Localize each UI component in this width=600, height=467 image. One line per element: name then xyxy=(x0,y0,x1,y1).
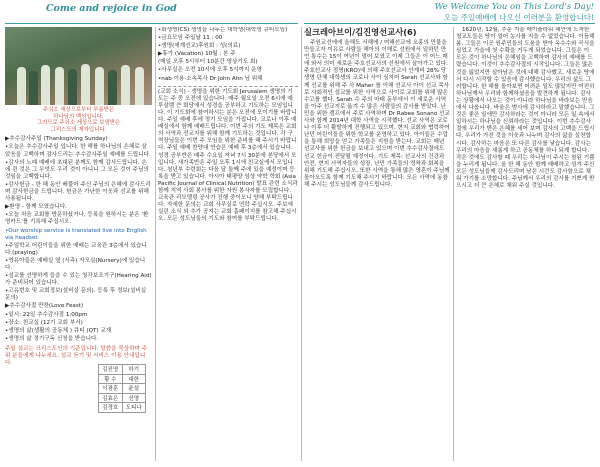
announcement-item: ▶환영 - 함께 모였습니다. xyxy=(5,204,68,211)
table-row: 김효은 선영 xyxy=(99,393,146,403)
news-item: •금요모임 주일날 11 : 00 xyxy=(158,35,223,42)
announcement-item: •고유번호 및 교회정보(설비실 문의). 등록 후 정보(설비실 문의) xyxy=(5,288,147,302)
news-body: (교회 소식) - 생명을 위한 기도회 Jerusalem 생명의 기도는 주 중 오전에 있습니다. 매주 월요일 오전 6시에 예루살렘 큰 회당에서 성경을 공부하고 기도하는 모임입니다. 이 기도회에 참여하시는 분은 오전에 모이기를 바랍니다. 주일 예배 후에 정기 모임을 가집니다. 코로나 이후 예배실에서 함께 예배드립니다. 이번 주의 기도 제목은 교회의 사역과 선교지를 위해 함께 기도하는 것입니다. 각 구역장님들은 이번 주 모임을 위한 준비를 해 주시기 바랍니다. 주일 예배 찬양대 연습은 예배 후 3층에서 있습니다. 성경 공부반은 매주 수요일 저녁 7시 30분에 본당에서 모입니다. 새가족반은 주일 오후 1시에 친교실에서 모입니다. 청년부 수련회는 다음 달 둘째 주에 있을 예정이며 등록을 받고 있습니다. 아시아 태평양 임상 약학 학회 (Asia Pacific Journal of Clinical Nutrition) 발표 관련 소식과 함께 지역 사회 봉사를 위한 자원 봉사자를 모집합니다. 교육관 리모델링 공사가 진행 중이오니 양해 부탁드립니다. 자세한 문의는 교회 사무실로 연락 주십시오. 주보에 실린 소식 외 추가 공지는 교회 홈페이지를 참고해 주십시오. 모든 성도님들의 기도와 참여를 부탁드립니다. xyxy=(158,88,298,223)
announcement-item: •감사헌금 - 한 해 동안 베풀어 주신 주님의 은혜에 감사드리며 감사헌금을 드립니다. 헌금은 가난한 이웃과 선교를 위해 사용됩니다. xyxy=(5,181,151,203)
news-item: •사무실은 오전 10시에 오후 5시까지 운영 xyxy=(158,67,262,74)
choir-photo xyxy=(5,27,152,105)
missionary-title: 실크레아브이/김진영선교사(6) xyxy=(304,27,417,37)
announcement-item: ▶추수감사절 만찬(Love Feast) xyxy=(5,303,84,310)
missionary-column xyxy=(304,27,450,465)
announcement-item: •설교를 선명하게 들을 수 있는 청각보조기구(Hearing Aid)가 준비되어 있습니다. xyxy=(5,273,152,287)
announcement-item: •오늘 처음 교회를 방문하셨거나, 등록을 원하시는 분은 '환영카드'를 기록해 주십시오. xyxy=(5,212,149,226)
header-rule-left xyxy=(5,23,298,24)
announcement-item: ▶추수감사주일 (Thanksgiving Sunday) xyxy=(5,136,108,143)
news-item: •nab 이용·소속목사 Dr John Ahn 님 위해 xyxy=(158,75,263,82)
table-row: 김경호 도티나 xyxy=(99,403,146,413)
announcement-item: •오늘은 추수감사주일 입니다. 한 해를 하나님의 은혜로 살았음을 고백하며 감사드리는 추수감사주일 예배를 드립니다. xyxy=(5,144,151,158)
column-divider xyxy=(453,27,454,461)
header-rule-right xyxy=(304,23,595,24)
table-row: 이광훈 윤설 xyxy=(99,384,146,394)
announcement-item: •생명의 삶 정기구독 신청을 받습니다. xyxy=(5,335,99,342)
news-item: (매일 오후 5시부터 10분간 영상기도 회) xyxy=(158,59,258,66)
sermon-column xyxy=(456,27,595,465)
bulletin-title: Come and rejoice in God xyxy=(46,3,177,14)
dashed-divider xyxy=(158,86,298,87)
welcome-korean: 오늘 주일예배에 나오신 여러분을 환영합니다! xyxy=(443,13,594,22)
news-item: •화생명(CS) 생명을 나누는 대학생(대학생 큐티모임) xyxy=(158,27,288,33)
missionary-body: 주원교선에에 올해도 서해에 / 여해선교에 오홍의 만물을 만들고자 이유로 사람들 해아의 이해로 선원에서 일하던 만언 통수는 15이 여년이 멀어 보였고 이제 그들은 이 어느 매에 와서 의미 새로운 주호선교사의 선원에서 살아가고 있다. 주호선교사 정명(KRO)에 의해 주호선교사 안재비 28% 당 생명 단체 대학생의 코로나 사이 심지어 Sarah 선교사와 함께 선교를 위해 주 사 Maher 를 이해 선교사 아이 선교 목사로 사회적인 설교를 위한 사역으로 사이로 교회를 위해 많은 수고를 했다. Sarah 수 주의 마태 동부에서 이 새로운 사역을 아주 선교지로 옮겨 수 많은 사람들의 감사를 받았다. 난민을 위한 캠프에서 주로 사역하며 Dr Rabee Sonano 선교사와 함께 2014년 대학 사역을 시작했다. 선교 사역은 코로나 이후 더 활발하게 진행되고 있으며, 현지 교회와 협력하여 난민 어린이들을 위한 학교를 운영하고 있다. 아이들은 수업을 통해 희망을 얻고 가족들은 지원을 받는다. 교회는 매년 선교사를 위한 헌금을 보내고 있으며 이번 추수감사절에도 선교 헌금이 전달될 예정이다. 기도 제목: 선교사의 건강과 안전, 현지 사역자들의 성장, 난민 가족들의 정착과 회복을 위해 기도해 주십시오. 또한 사역을 통해 많은 영혼이 주님께 돌아오도록 함께 기도해 주시기 바랍니다. 모든 사역에 동참해 주시는 성도님들께 감사드립니다. xyxy=(304,40,450,188)
announcement-item: •Our worship service is translated live into English via headset. xyxy=(5,227,147,241)
announcement-item: •감사의 노래 예배에 초대된 분께도 함께 감사드립니다. 손에 쥔 것은 그 무엇도 우리 것이 아니니 그 모든 것이 주님의 것임을 고백합니다. xyxy=(5,159,149,180)
announcement-item: •생명의 삶(생활의 공동체 ) 큐티 (QT) 교재 xyxy=(5,327,112,334)
sermon-body: 1620년, 12월, 추운 겨울 메이플라워 해안에 도착한 청교도들은 땅이 얼어 농사를 지을 수 없었습니다. 이듬해 봄, 그들은 이곳 원주민들의 도움을 받아 옥수수와 곡식을 심었고 가을에 첫 수확을 거두게 되었습니다. 그들은 이 모든 것이 하나님의 은혜임을 고백하며 감사의 예배를 드렸습니다. 이것이 추수감사절의 시작입니다. 그들은 많은 것을 잃었지만 살아남은 것에 대해 감사했고, 새로운 땅에서 다시 시작할 수 있음에 감사했습니다. 우리의 삶도 그러합니다. 한 해를 돌아보면 어려운 일도 많았지만 여전히 하나님께서 우리와 함께하셨음을 발견하게 됩니다. 감사는 상황에서 나오는 것이 아니라 하나님을 바라보는 믿음에서 나옵니다. 바울은 범사에 감사하라고 말했습니다. 그것은 좋은 일에만 감사하라는 것이 아니라 모든 일 속에서 일하시는 하나님을 신뢰하라는 것입니다. 이번 추수감사절에 우리가 받은 은혜를 세어 보며 감사의 고백을 드립시다. 우리가 가진 것을 이웃과 나누며 감사의 삶을 실천합시다. 감사하는 마음은 또 다른 감사를 낳습니다. 감사는 우리의 마음을 새롭게 하고 공동체를 하나 되게 합니다. 작은 것에도 감사할 때 우리는 하나님이 주시는 참된 기쁨을 누리게 됩니다. 올 한 해 동안 함께 예배하고 섬겨 주신 모든 성도님들께 감사드리며 남은 시간도 감사함으로 채워 가기를 소망합니다. 주님께서 우리의 감사를 기쁘게 받으시고 더 큰 은혜로 채워 주실 것입니다. xyxy=(456,27,595,190)
welcome-english: We Welcome You on This Lord's Day! xyxy=(434,2,594,12)
column-divider xyxy=(301,27,302,461)
column-divider xyxy=(155,27,156,461)
photo-caption: 주쉬소 세상으로부터 부름받은 하나님의 백성입니다. 그러므로 주쉬소 세상으로 보냄받은 그리스도의 제자입니다. xyxy=(36,107,121,133)
announcement-list xyxy=(5,136,152,343)
announcement-item: •장소: 친교실 (12기 교회 부서) xyxy=(5,319,83,326)
news-item: ▶휴가 (Vacation) 10월 : 본 주 xyxy=(158,51,236,58)
table-row: 김진영 하기 xyxy=(99,365,146,375)
welcome-header xyxy=(435,2,594,23)
table-row: 황 수 대한 xyxy=(99,374,146,384)
news-column xyxy=(158,27,298,465)
service-schedule-table xyxy=(98,364,146,413)
announcement-item: •일시: 22일 추수감사절 1:00pm xyxy=(5,311,88,318)
announcement-item: •주일학교 어린이들을 위한 예배는 교육관 3층에서 있습니다 (praying) xyxy=(5,242,147,256)
sermon-notice: 주일 설교는 크리스도인의 기준입니다. 말씀을 묵상하며 주위 분들에게 나누세요. 설교 듣기 및 서비스 이용 안내입니다. xyxy=(5,345,148,367)
announcement-item: •영유아들은 예배실 옆 (서측) 자모실(Nursery)에 있습니다. xyxy=(5,257,146,271)
news-item: •생명(세계선교)후원회 : 성(의료) xyxy=(158,43,241,50)
